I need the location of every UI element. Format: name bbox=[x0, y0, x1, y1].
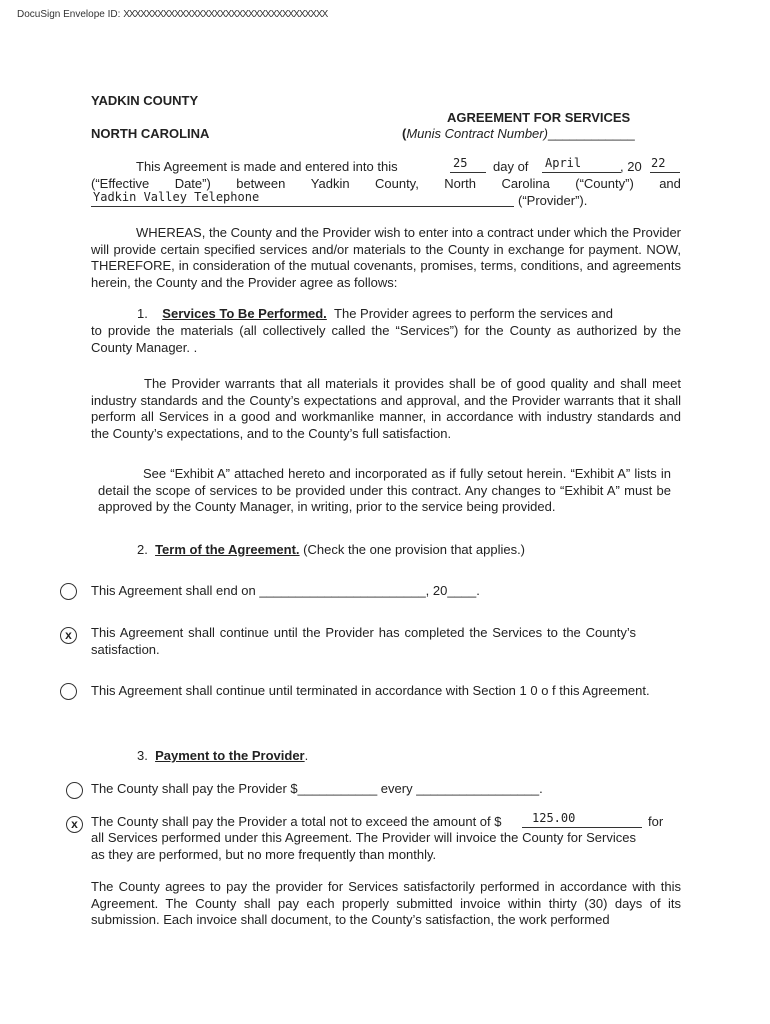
term-option-termination: This Agreement shall continue until terminated in accordance with Section 1 0 o f this Agreement. bbox=[91, 683, 650, 698]
intro-text-3: , 20 bbox=[620, 159, 642, 174]
provider-field[interactable]: Yadkin Valley Telephone bbox=[93, 190, 260, 204]
section-1-heading: Services To Be Performed. bbox=[162, 306, 327, 321]
payment-total-radio[interactable] bbox=[66, 816, 83, 833]
county-name: YADKIN COUNTY bbox=[91, 93, 199, 108]
section-1-number: 1. bbox=[137, 306, 148, 321]
state-name: NORTH CAROLINA bbox=[91, 126, 210, 141]
term-option-completion: This Agreement shall continue until the Provider has completed the Services to the County’s satisfaction. bbox=[91, 625, 636, 657]
payment-option-total-rest: all Services performed under this Agreement. The Provider will invoice the County for Services as they are performed, but no more frequently than monthly. bbox=[91, 830, 636, 862]
section-3-heading: Payment to the Provider bbox=[155, 748, 305, 763]
exhibit-paragraph: See “Exhibit A” attached hereto and incorporated as if fully setout herein. “Exhibit A” lists in detail the scope of services to be provided under this contract. Any changes to “Exhibit A” must be approved by the County Manager, in writing, prior to the service being provided. bbox=[98, 466, 671, 514]
amount-line bbox=[522, 827, 642, 828]
section-1-first-line: 1. Services To Be Performed. The Provider agrees to perform the services and bbox=[137, 306, 613, 321]
term-end-date-radio[interactable] bbox=[60, 583, 77, 600]
year-field[interactable]: 22 bbox=[651, 156, 666, 170]
document-title: AGREEMENT FOR SERVICES bbox=[447, 110, 631, 125]
term-completion-radio[interactable] bbox=[60, 627, 77, 644]
amount-field[interactable]: 125.00 bbox=[532, 811, 576, 825]
provider-line bbox=[91, 206, 514, 207]
section-3-number: 3. bbox=[137, 748, 148, 763]
intro-text-2: day of bbox=[493, 159, 529, 174]
warranty-paragraph: The Provider warrants that all materials it provides shall be of good quality and shall meet industry standards and the County’s expectations and approval, and the Provider warrants that it shall perform all Services in a good and workmanlike manner, in accordance with industry standards and the County’s expectations, and to the County’s full satisfaction. bbox=[91, 376, 681, 441]
section-2-number: 2. bbox=[137, 542, 148, 557]
payment-option-total-text: The County shall pay the Provider a total not to exceed the amount of $ bbox=[91, 814, 502, 829]
payment-total-mark: x bbox=[71, 817, 78, 831]
term-terminated-radio[interactable] bbox=[60, 683, 77, 700]
month-line bbox=[542, 172, 621, 173]
section-1-paragraph: to provide the materials (all collectively called the “Services”) for the County as authorized by the County Manager. . bbox=[91, 323, 681, 355]
year-line bbox=[650, 172, 680, 173]
envelope-label: DocuSign Envelope ID: bbox=[17, 9, 121, 20]
payment-option-periodic: The County shall pay the Provider $___________ every _________________. bbox=[91, 781, 543, 796]
term-completion-mark: x bbox=[65, 628, 72, 642]
envelope-id: XXXXXXXXXXXXXXXXXXXXXXXXXXXXXXXXXXXX bbox=[123, 9, 328, 20]
payment-periodic-radio[interactable] bbox=[66, 782, 83, 799]
payment-terms-paragraph: The County agrees to pay the provider for Services satisfactorily performed in accordance with this Agreement. The County shall pay each properly submitted invoice within thirty (30) days of its submission. Each invoice shall document, to the County’s satisfaction, the work performed bbox=[91, 879, 681, 927]
month-field[interactable]: April bbox=[545, 156, 582, 170]
section-2-heading: Term of the Agreement. bbox=[155, 542, 300, 557]
section-2-heading-line: 2. Term of the Agreement. (Check the one provision that applies.) bbox=[137, 542, 526, 557]
section-3-heading-line: 3. Payment to the Provider. bbox=[137, 748, 309, 763]
day-line bbox=[450, 172, 486, 173]
term-option-end-date: This Agreement shall end on _______________________, 20____. bbox=[91, 583, 480, 598]
contract-number-label: (Munis Contract Number)____________ bbox=[402, 126, 635, 141]
whereas-paragraph: WHEREAS, the County and the Provider wish to enter into a contract under which the Provider will provide certain specified services and/or materials to the County in exchange for payment. NOW, THEREFORE, in consideration of the mutual covenants, promises, terms, conditions, and agreements herein, the County and the Provider agree as follows: bbox=[91, 225, 681, 290]
payment-option-total-for: for bbox=[648, 814, 664, 829]
docusign-envelope-header bbox=[17, 9, 327, 20]
provider-suffix: (“Provider”). bbox=[518, 193, 588, 208]
day-field[interactable]: 25 bbox=[453, 156, 468, 170]
intro-text-line-2: (“Effective Date”) between Yadkin County, North Carolina (“County”) and bbox=[91, 176, 681, 191]
intro-text-1: This Agreement is made and entered into this bbox=[136, 159, 398, 174]
